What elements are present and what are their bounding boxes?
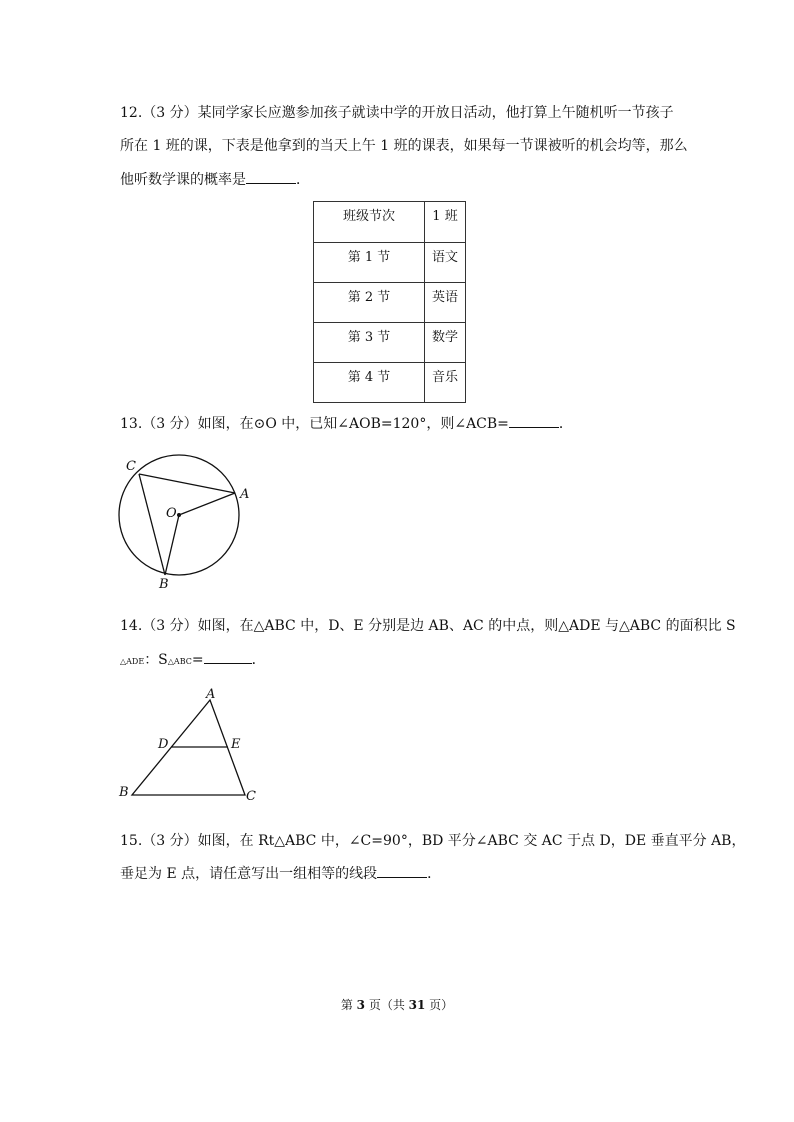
q15-end: ． xyxy=(427,866,442,882)
table-cell: 第 2 节 xyxy=(314,283,425,323)
q12-line-3 xyxy=(120,169,310,190)
label-a: A xyxy=(206,687,216,702)
table-cell: 第 3 节 xyxy=(314,323,425,363)
footer-mid: 页（共 xyxy=(365,998,409,1012)
label-d: D xyxy=(158,737,169,752)
q12-line-2: 所在 1 班的课，下表是他拿到的当天上午 1 班的课表，如果每一节课被听的机会均等，那么 xyxy=(120,138,688,154)
label-c: C xyxy=(126,459,136,474)
segment-ob xyxy=(165,515,179,575)
q14-end: ． xyxy=(251,652,266,668)
footer-post: 页） xyxy=(425,998,454,1012)
q14-answer-blank[interactable] xyxy=(204,649,252,664)
q12-answer-blank[interactable] xyxy=(246,169,296,184)
footer-pre: 第 xyxy=(340,998,357,1012)
q14-line-1: 14.（3 分）如图，在△ABC 中，D、E 分别是边 AB、AC 的中点，则△ADE 与△ABC 的面积比 S xyxy=(120,618,736,634)
q15-line-1: 15.（3 分）如图，在 Rt△ABC 中，∠C=90°，BD 平分∠ABC 交 AC 于点 D，DE 垂直平分 AB， xyxy=(120,833,746,849)
triangle-figure xyxy=(112,685,262,805)
table-header-cell: 1 班 xyxy=(425,202,466,243)
table-row xyxy=(314,323,466,363)
q13-end: ． xyxy=(558,416,573,432)
q14-sub-ade: △ADE xyxy=(120,657,145,666)
page-footer xyxy=(0,996,794,1013)
table-cell: 语文 xyxy=(425,243,466,283)
table-header-cell: 班级节次 xyxy=(314,202,425,243)
q13-question: 13.（3 分）如图，在⊙O 中，已知∠AOB=120°，则∠ACB= xyxy=(120,416,509,432)
table-cell: 音乐 xyxy=(425,363,466,403)
class-schedule-table xyxy=(313,201,466,403)
label-a: A xyxy=(240,487,250,502)
label-b: B xyxy=(159,577,169,592)
label-c: C xyxy=(246,789,256,804)
q14-colon: ：S xyxy=(144,652,168,668)
footer-page-number: 3 xyxy=(356,998,365,1012)
label-b: B xyxy=(119,785,129,800)
q15-line-2-text: 垂足为 E 点，请任意写出一组相等的线段 xyxy=(120,866,378,882)
segment-oa xyxy=(179,493,235,515)
q14-line-2 xyxy=(120,649,266,672)
footer-total-pages: 31 xyxy=(408,998,426,1012)
q15-line-2 xyxy=(120,863,441,884)
table-cell: 英语 xyxy=(425,283,466,323)
table-row xyxy=(314,363,466,403)
circle-figure xyxy=(110,450,260,595)
q12-line-3-end: ． xyxy=(296,172,310,188)
center-point xyxy=(177,513,181,517)
table-row xyxy=(314,283,466,323)
table-header-row xyxy=(314,202,466,243)
segment-ca xyxy=(139,474,235,493)
q12-line-1: 12.（3 分）某同学家长应邀参加孩子就读中学的开放日活动，他打算上午随机听一节孩子 xyxy=(120,105,674,121)
q15-answer-blank[interactable] xyxy=(377,863,427,878)
label-e: E xyxy=(231,737,241,752)
label-o: O xyxy=(166,506,177,521)
table-row xyxy=(314,243,466,283)
q12-line-3-text: 他听数学课的概率是 xyxy=(120,172,246,188)
table-cell: 第 4 节 xyxy=(314,363,425,403)
q14-sub-abc: △ABC xyxy=(167,657,192,666)
q13-answer-blank[interactable] xyxy=(509,413,559,428)
segment-cb xyxy=(139,474,165,575)
q13-text xyxy=(120,413,573,434)
table-cell: 数学 xyxy=(425,323,466,363)
table-cell: 第 1 节 xyxy=(314,243,425,283)
q14-eq: = xyxy=(191,652,204,668)
